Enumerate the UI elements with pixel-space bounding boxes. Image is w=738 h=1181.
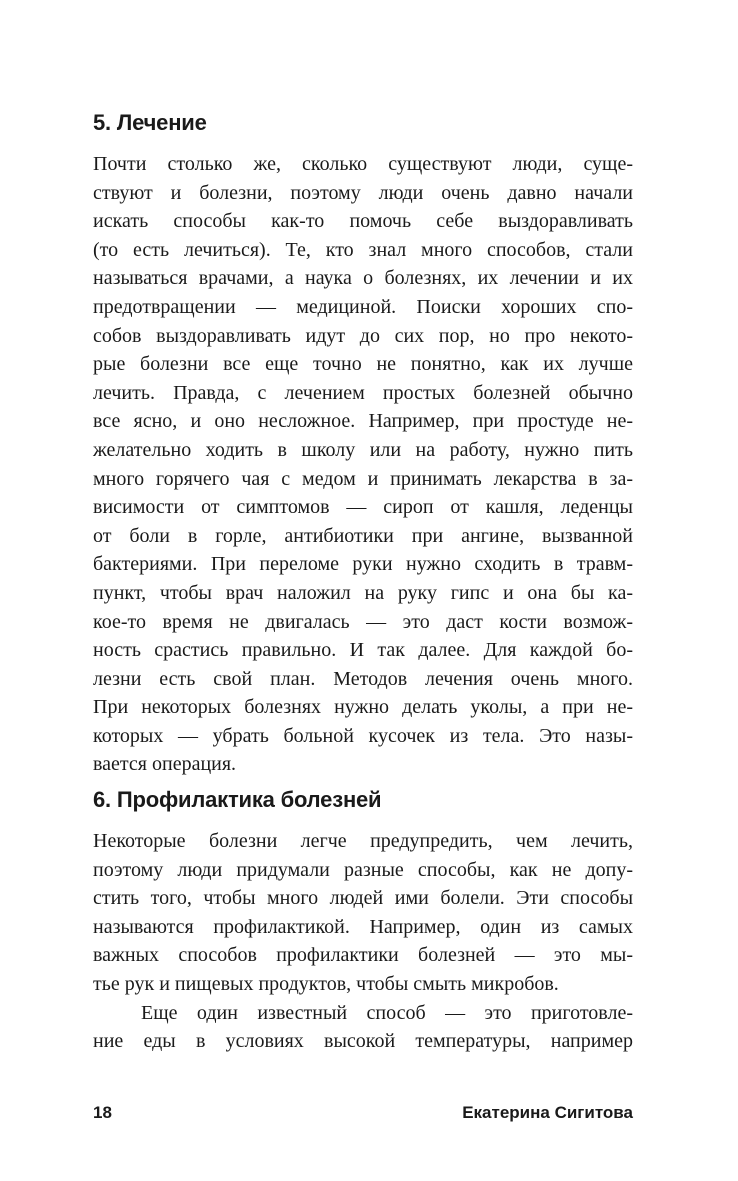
- text-line: лечить. Правда, с лечением простых болезней обычно: [93, 381, 633, 404]
- text-line: тье рук и пищевых продуктов, чтобы смыть микробов.: [93, 972, 559, 995]
- text-line: кое-то время не двигалась — это даст кости возмож-: [93, 610, 633, 633]
- text-line: которых — убрать больной кусочек из тела. Это назы-: [93, 724, 633, 747]
- text-line: Почти столько же, сколько существуют люди, суще-: [93, 153, 633, 175]
- text-line: пункт, чтобы врач наложил на руку гипс и она бы ка-: [93, 581, 633, 604]
- text-line: ние еды в условиях высокой температуры, например: [93, 1030, 633, 1053]
- text-line: все ясно, и оно несложное. Например, при простуде не-: [93, 410, 633, 433]
- text-line: Еще один известный способ — это приготовле-: [141, 1001, 633, 1024]
- section-heading-treatment: 5. Лечение: [93, 110, 207, 135]
- text-line: много горячего чая с медом и принимать лекарства в за-: [93, 467, 633, 490]
- text-line: висимости от симптомов — сироп от кашля, леденцы: [93, 496, 633, 519]
- author-name: Екатерина Сигитова: [462, 1103, 633, 1122]
- text-line: называться врачами, а наука о болезнях, их лечении и их: [93, 267, 633, 290]
- section-heading-prevention: 6. Профилактика болезней: [93, 787, 382, 812]
- text-line: искать способы как-то помочь себе выздоравливать: [93, 210, 633, 233]
- text-line: (то есть лечиться). Те, кто знал много способов, стали: [93, 238, 633, 261]
- text-line: собов выздоравливать идут до сих пор, но про некото-: [93, 324, 633, 347]
- paragraph-prevention: [93, 827, 633, 1056]
- text-line: желательно ходить в школу или на работу, нужно пить: [93, 438, 633, 461]
- text-line: поэтому люди придумали разные способы, как не допу-: [93, 858, 633, 881]
- text-line: ствуют и болезни, поэтому люди очень давно начали: [93, 181, 633, 204]
- text-line: Некоторые болезни легче предупредить, чем лечить,: [93, 830, 633, 852]
- text-line: бактериями. При переломе руки нужно сходить в травм-: [93, 553, 633, 576]
- text-line: При некоторых болезнях нужно делать уколы, а при не-: [93, 696, 633, 719]
- paragraph-treatment: [93, 150, 633, 779]
- text-line: называются профилактикой. Например, один из самых: [93, 915, 633, 938]
- page-number: 18: [93, 1103, 112, 1122]
- text-line: предотвращении — медициной. Поиски хороших спо-: [93, 295, 633, 318]
- book-page: [93, 0, 633, 1181]
- text-line: лезни есть свой план. Методов лечения очень много.: [93, 667, 633, 690]
- text-line: вается операция.: [93, 753, 237, 776]
- text-line: от боли в горле, антибиотики при ангине, вызванной: [93, 524, 633, 547]
- text-line: рые болезни все еще точно не понятно, как их лучше: [93, 353, 633, 376]
- text-line: ность срастись правильно. И так далее. Для каждой бо-: [93, 639, 633, 662]
- text-line: стить того, чтобы много людей ими болели. Эти способы: [93, 887, 633, 910]
- text-line: важных способов профилактики болезней — это мы-: [93, 944, 633, 967]
